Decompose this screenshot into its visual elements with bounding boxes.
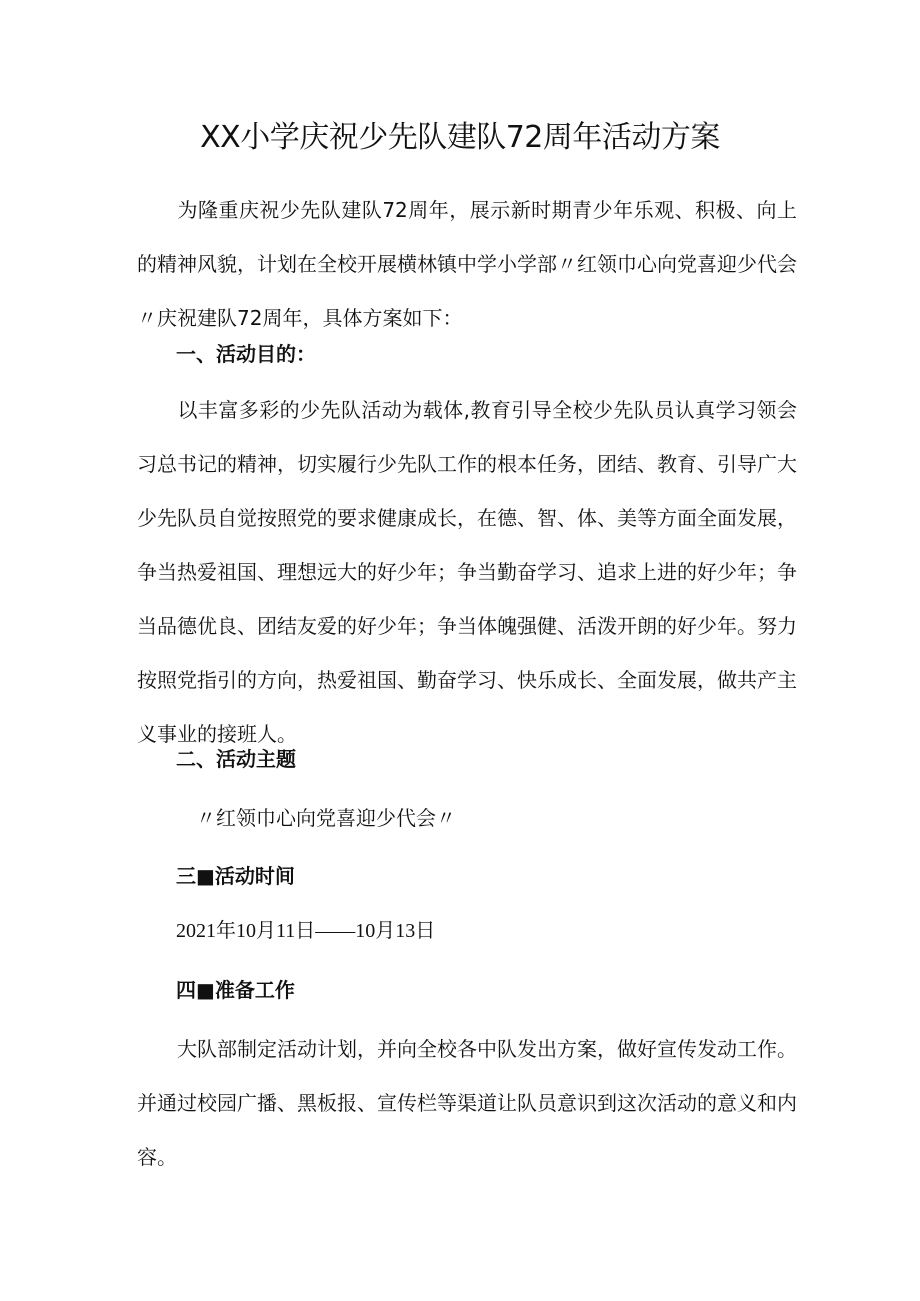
section-body-purpose <box>137 383 797 761</box>
section-body-preparation <box>137 1022 797 1184</box>
section-heading-purpose: 一、活动目的： <box>176 342 316 366</box>
intro-paragraph <box>137 183 797 345</box>
intro-text: 为隆重庆祝少先队建队72周年，展示新时期青少年乐观、积极、向上的精神风貌，计划在全校开展横林镇中学小学部〃红领巾心向党喜迎少代会〃庆祝建队72周年，具体方案如下： <box>137 198 797 330</box>
section-body-theme: 〃红领巾心向党喜迎少代会〃 <box>196 806 456 830</box>
purpose-text: 以丰富多彩的少先队活动为载体,教育引导全校少先队员认真学习领会习总书记的精神，切实履行少先队工作的根本任务，团结、教育、引导广大少先队员自觉按照党的要求健康成长，在德、智、体、美等方面全面发展，争当热爱祖国、理想远大的好少年；争当勤奋学习、追求上进的好少年；争当品德优良、团结友爱的好少年；争当体魄强健、活泼开朗的好少年。努力按照党指引的方向，热爱祖国、勤奋学习、快乐成长、全面发展，做共产主义事业的接班人。 <box>137 398 797 746</box>
section-heading-theme: 二、活动主题 <box>176 747 296 771</box>
section-heading-preparation: 四■准备工作 <box>176 978 295 1002</box>
document-title: XX小学庆祝少先队建队72周年活动方案 <box>200 120 720 155</box>
section-heading-time: 三■活动时间 <box>176 864 295 888</box>
section-body-time: 2021年10月11日——10月13日 <box>176 920 436 942</box>
preparation-text: 大队部制定活动计划，并向全校各中队发出方案，做好宣传发动工作。并通过校园广播、黑板报、宣传栏等渠道让队员意识到这次活动的意义和内容。 <box>137 1037 797 1169</box>
